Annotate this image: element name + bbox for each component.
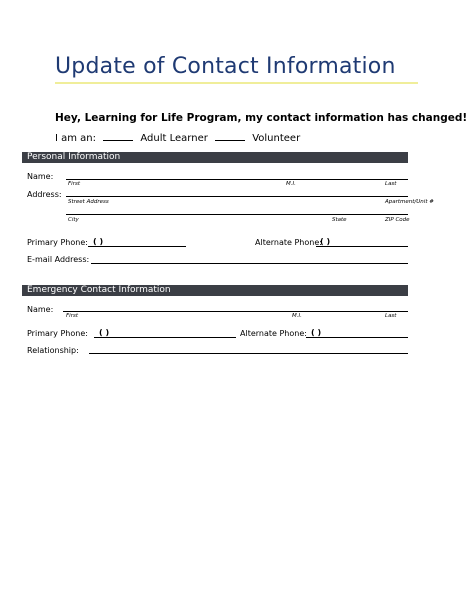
emergency-primary-phone-area: ( ) [99,328,110,337]
emergency-alternate-phone-area: ( ) [311,328,322,337]
title-underline [55,82,418,84]
street-address-line[interactable] [66,196,408,197]
volunteer-label: Volunteer [252,133,301,144]
personal-alternate-phone-area: ( ) [320,237,331,246]
personal-primary-phone-line[interactable] [88,246,186,247]
relationship-label: Relationship: [27,346,79,355]
relationship-line[interactable] [89,353,408,354]
personal-info-header: Personal Information [22,152,408,163]
emergency-first-caption: First [66,313,78,319]
role-prefix-label: I am an: [55,133,97,144]
personal-name-label: Name: [27,172,54,181]
apartment-caption: Apartment/Unit # [385,199,434,205]
adult-learner-label: Adult Learner [140,133,208,144]
emergency-contact-header: Emergency Contact Information [22,285,408,296]
intro-statement: Hey, Learning for Life Program, my contact information has changed! [55,112,468,124]
address-label: Address: [27,190,62,199]
state-caption: State [332,217,347,223]
personal-primary-phone-label: Primary Phone: [27,238,88,247]
volunteer-blank[interactable] [215,131,245,141]
emergency-primary-phone-label: Primary Phone: [27,329,88,338]
personal-mi-caption: M.I. [286,181,296,187]
city-caption: City [68,217,79,223]
emergency-primary-phone-line[interactable] [94,337,236,338]
emergency-alternate-phone-line[interactable] [306,337,408,338]
emergency-last-caption: Last [385,313,397,319]
emergency-name-line[interactable] [63,311,408,312]
emergency-alternate-phone-label: Alternate Phone: [240,329,307,338]
personal-alternate-phone-label: Alternate Phone: [255,238,322,247]
email-line[interactable] [91,263,408,264]
personal-first-caption: First [68,181,80,187]
personal-name-line[interactable] [66,179,408,180]
role-selection [55,131,300,144]
adult-learner-blank[interactable] [103,131,133,141]
page-title: Update of Contact Information [55,54,396,79]
personal-primary-phone-area: ( ) [93,237,104,246]
personal-last-caption: Last [385,181,397,187]
city-state-zip-line[interactable] [66,214,408,215]
personal-alternate-phone-line[interactable] [316,246,408,247]
zip-caption: ZIP Code [385,217,410,223]
street-address-caption: Street Address [68,199,109,205]
email-label: E-mail Address: [27,255,90,264]
emergency-name-label: Name: [27,305,54,314]
emergency-mi-caption: M.I. [292,313,302,319]
